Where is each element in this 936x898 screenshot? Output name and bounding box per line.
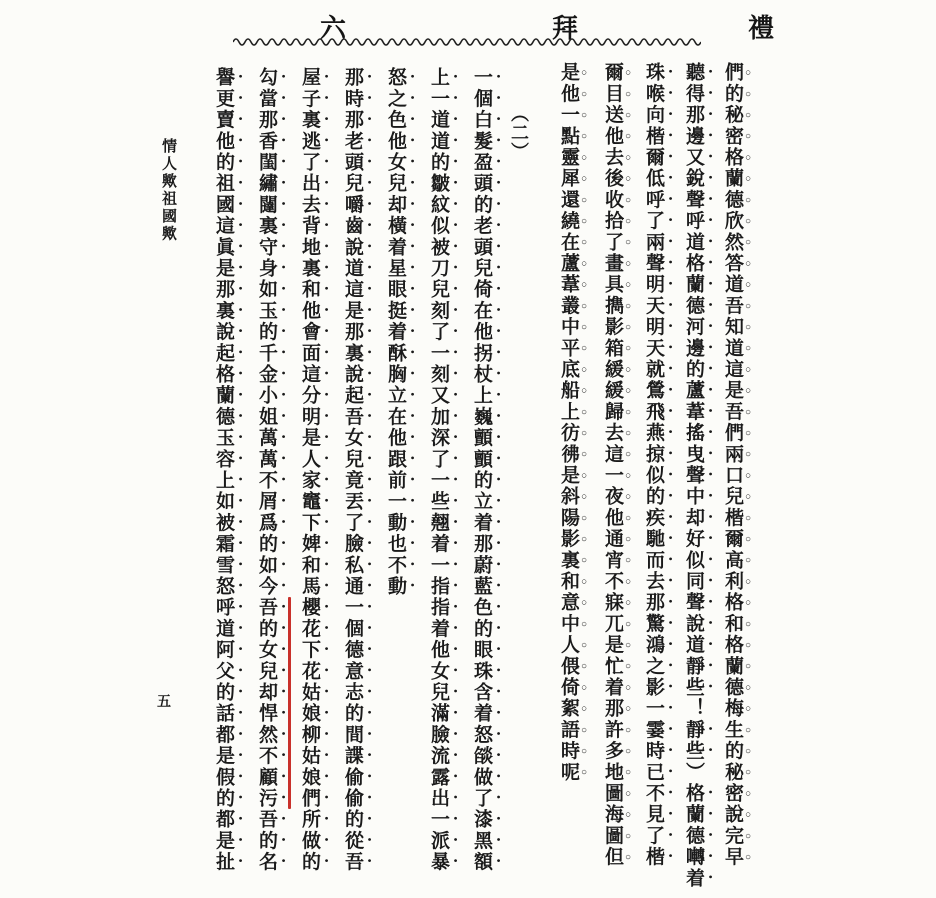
- page-number: 五: [157, 695, 171, 710]
- text-column: 是他一點靈犀還繞在蘆葦叢中平底船上彷彿是斜陽影裏和意中人偎倚絮語時呢: [558, 62, 579, 783]
- text-column: 們的秘密格蘭德欣然答道吾知道這是吾們兩口兒楷爾高利格和格蘭德梅生的秘密說完早: [722, 62, 743, 868]
- magazine-title-char: 禮: [748, 14, 775, 43]
- text-column: 一個白髮盈頭的老頭兒倚在他拐杖上巍顫顫的立着那蔚藍色的眼珠含着怒燄做了漆黑額: [471, 67, 492, 873]
- text-column: 珠喉向楷爾低呼了兩聲明天明天就鶯飛燕掠似的疾馳而去那驚鴻之影一霎時已不見了楷: [643, 62, 664, 868]
- section-number-marker: （二）: [509, 104, 529, 161]
- text-column: 上一道道的皺紋似被刀兒刻了一刻又加深了一些翹着一指指着他女兒滿臉流露出一派暴: [428, 67, 449, 873]
- wavy-line-graphic: [233, 39, 701, 45]
- text-column: 勾當那香閨繡闥裏守身如玉的千金小姐萬萬不屑爲的如今吾的女兒却悍然不顧污吾的名: [256, 67, 277, 873]
- magazine-title-char: 拜: [552, 14, 579, 43]
- text-column: 怒之色他女兒却橫着星眼挺着酥胸立在他跟前一動也不動: [385, 67, 406, 597]
- proper-name-red-line: [288, 597, 291, 809]
- running-story-title: 情人歟祖國歟: [160, 138, 176, 243]
- wavy-divider: [233, 36, 701, 48]
- text-column: 譽更賣他的祖國這眞是那裏說起格蘭德玉容上如被霜雪怒呼道阿父的話都是假的都是扯: [213, 67, 234, 873]
- text-column: 屋子裏逃了出去背地裏和他會面這分明是人家竈下婢和馬櫻花下花姑娘柳姑娘們所做的: [299, 67, 320, 873]
- text-column: 那時那老頭兒嚼齒說道這是那裏說起吾女兒竟丟了臉私通一個德意志的間諜偷偷的從吾: [342, 67, 363, 873]
- magazine-title-char: 六: [320, 14, 347, 43]
- text-column: 爾目送他去後收拾了畫具擕影箱緩緩歸去這一夜他通宵不寐兀是忙着那許多地圖海圖但: [602, 62, 623, 868]
- text-column: 聽得那邊又銳聲呼道格蘭德河邊的蘆葦搖曳聲中却好似同聲說道靜些！靜些）格蘭德囀着: [683, 62, 704, 889]
